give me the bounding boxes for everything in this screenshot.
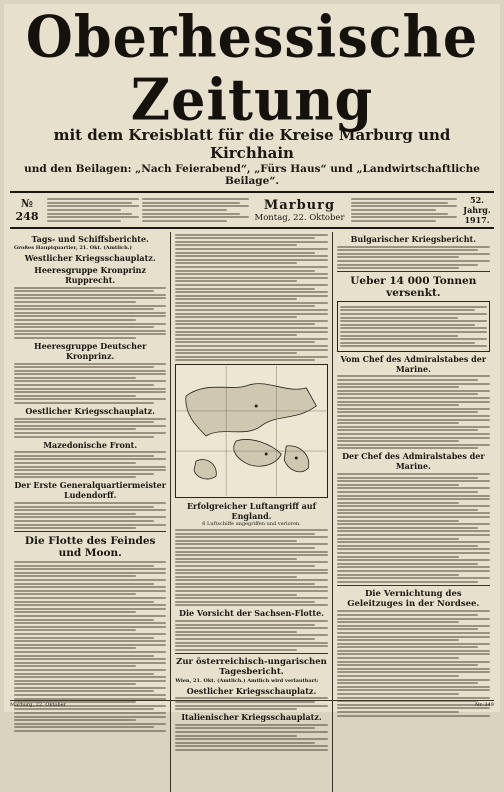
- masthead-subtitle: mit dem Kreisblatt für die Kreise Marburg und Kirchhain: [53, 126, 451, 162]
- heading-admiralstab-1: Vom Chef des Admiralstabes der Marine.: [340, 353, 487, 374]
- footer-left: Marburg, 22. Oktober: [10, 702, 66, 708]
- place-date: [252, 198, 348, 223]
- advertising-notice: [351, 197, 458, 224]
- column-3: [333, 232, 494, 792]
- issue-number: № 248: [15, 197, 39, 223]
- issue-date: Montag, 22. Oktober: [254, 212, 345, 223]
- map-illustration: [175, 364, 327, 498]
- heading-eastern-front: Oestlicher Kriegsschauplatz.: [25, 406, 155, 417]
- signature-ludendorff: Der Erste Generalquartiermeister Ludendorff.: [14, 480, 166, 501]
- heading-italian-front: Italienischer Kriegsschauplatz.: [181, 712, 322, 723]
- article-columns: [10, 232, 494, 792]
- masthead-supplements: und den Beilagen: „Nach Feierabend“, „Fürs Haus“ und „Landwirtschaftliche Beilage“.: [24, 163, 480, 187]
- place-name: Marburg: [263, 197, 336, 213]
- subscription-notice: [47, 197, 139, 224]
- footer-right: Nr. 248: [475, 702, 494, 708]
- volume-year: [460, 195, 494, 225]
- volume-label: 52. Jahrg.: [463, 195, 491, 215]
- newspaper-page: [4, 2, 500, 723]
- heading-austro-hungarian-report: Zur österreichisch-ungarischen Tagesbericht.: [176, 656, 327, 677]
- heading-reports: Tags- und Schiffsberichte.: [31, 234, 149, 244]
- map-caption-sub: 6 Luftschiffe angegriffen und verloren.: [202, 521, 301, 528]
- heading-army-group-rupprecht: Heeresgruppe Kronprinz Rupprecht.: [34, 265, 147, 285]
- dateline-vienna: Wien, 21. Okt. (Amtlich.) Amtlich wird verlautbart:: [175, 677, 319, 684]
- heading-14000-tons: Ueber 14 000 Tonnen versenkt.: [350, 275, 477, 300]
- publisher-notice: [142, 197, 249, 224]
- map-caption-title: Erfolgreicher Luftangriff auf England.: [186, 501, 317, 522]
- issue-info-bar: [10, 191, 494, 229]
- heading-army-group-kronprinz: Heeresgruppe Deutscher Kronprinz.: [34, 340, 147, 361]
- boxed-report: [337, 301, 490, 352]
- heading-fleet-moon: Die Flotte des Feindes und Moon.: [24, 535, 156, 560]
- heading-admiralstab-2: Der Chef des Admiralstabes der Marine.: [342, 451, 485, 472]
- column-2: [171, 232, 332, 792]
- column-1: [10, 232, 171, 792]
- heading-convoy-north-sea: Die Vernichtung des Geleitzuges in der Nordsee.: [347, 588, 480, 609]
- heading-bulgarian-report: Bulgarischer Kriegsbericht.: [350, 234, 477, 244]
- heading-eastern-front-2: Oestlicher Kriegsschauplatz.: [186, 685, 317, 696]
- map-islands-svg: [176, 365, 326, 497]
- masthead-title: Oberhessische Zeitung: [25, 2, 479, 134]
- heading-saxon-fleet: Die Vorsicht der Sachsen-Flotte.: [179, 608, 324, 619]
- dateline-hq: Großes Hauptquartier, 21. Okt. (Amtlich.): [14, 245, 132, 251]
- year-label: 1917.: [464, 215, 490, 225]
- heading-macedonian-front: Mazedonische Front.: [43, 439, 138, 450]
- heading-western-front: Westlicher Kriegsschauplatz.: [24, 253, 156, 263]
- page-footer: [10, 700, 494, 708]
